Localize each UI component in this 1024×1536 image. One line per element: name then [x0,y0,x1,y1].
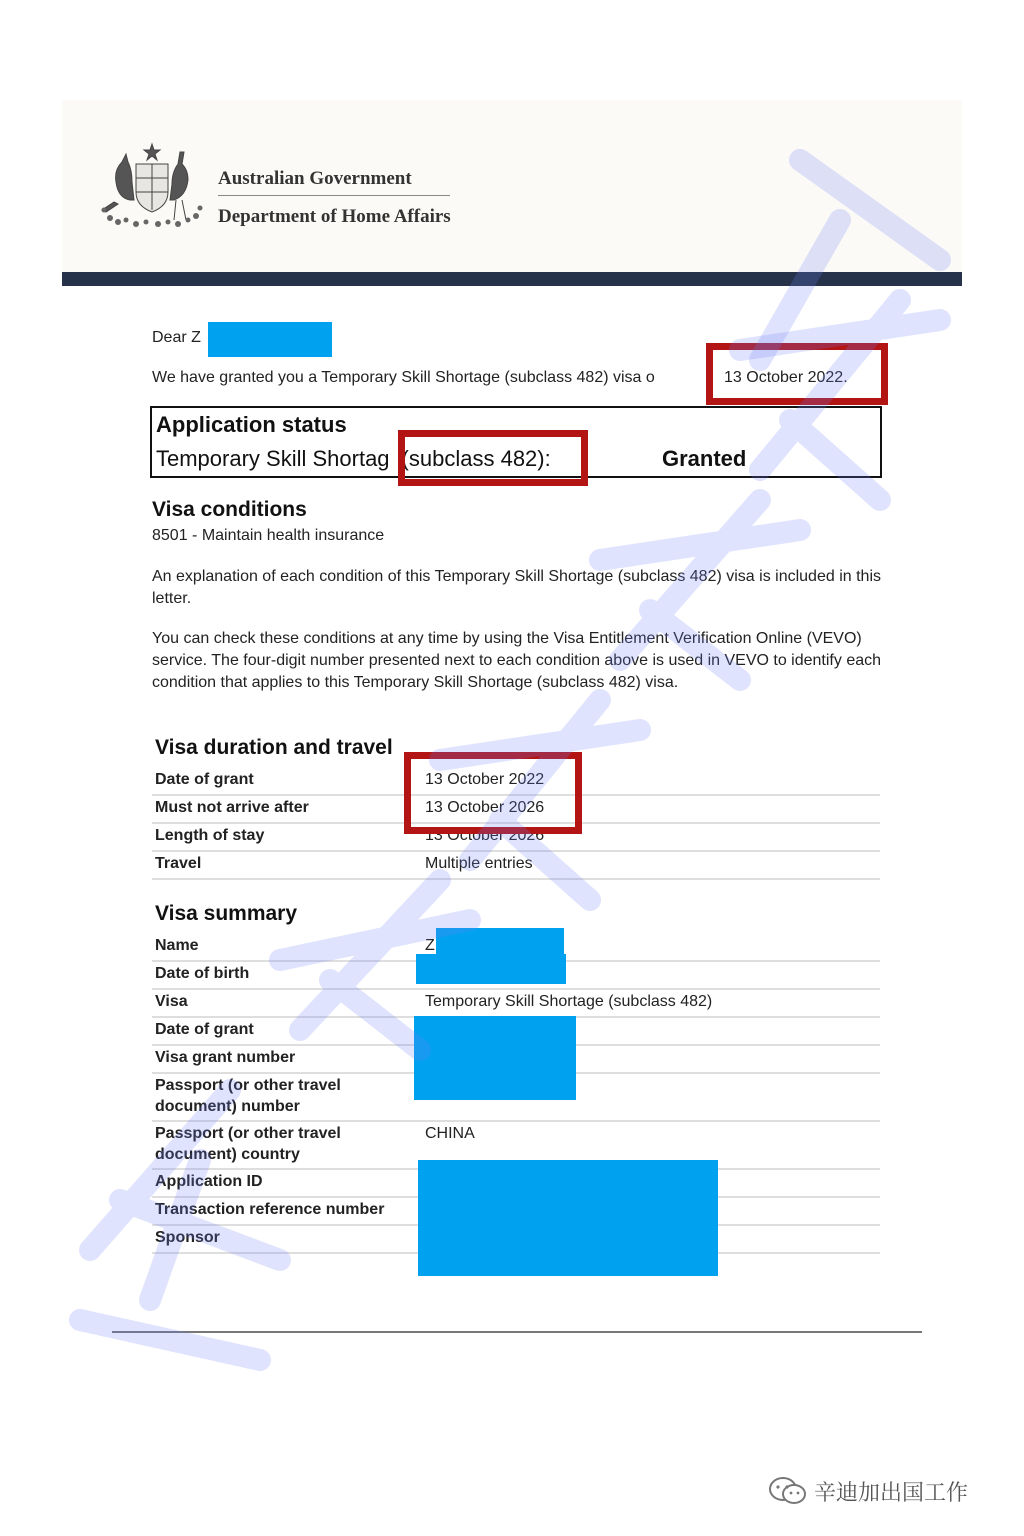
highlight-box-dates [404,752,582,834]
row-label: Date of grant [155,1021,254,1038]
highlight-box-grant-date [706,343,888,405]
row-label: Sponsor [155,1229,220,1246]
row-label: Must not arrive after [155,799,309,816]
wechat-icon [768,1476,808,1506]
row-value: 13 October 2022 [425,771,545,788]
greeting: Dear Z [152,329,201,346]
redaction-grant-passport [414,1016,576,1100]
redaction-dob [416,954,566,984]
visa-duration-heading: Visa duration and travel [155,736,393,759]
row-label: Application ID [155,1173,263,1190]
page-bottom-rule [112,1331,922,1333]
row-label: Passport (or other travel document) country [155,1125,341,1163]
row-value: Z [425,937,435,954]
visa-conditions-heading: Visa conditions [152,498,307,521]
row-value: 13 October 2026 [425,827,545,844]
row-label: Name [155,937,199,954]
row-label: Date of birth [155,965,250,982]
footer-account-name: 辛迪加出国工作 [814,1481,969,1506]
header-bar [62,272,962,286]
row-label: Passport (or other travel document) number [155,1077,341,1115]
row-value: Multiple entries [425,855,533,872]
row-label: Date of grant [155,771,254,788]
redaction-application-sponsor [418,1160,718,1276]
row-value: CHINA [425,1125,475,1142]
summary-row [152,988,880,1018]
conditions-explanation: An explanation of each condition of this Temporary Skill Shortage (subclass 482) visa is included in this letter. [152,568,881,607]
row-label: Visa [155,993,188,1010]
row-label: Length of stay [155,827,265,844]
visa-summary-heading: Visa summary [155,902,298,925]
row-label: Visa grant number [155,1049,296,1066]
vevo-paragraph: You can check these conditions at any time by using the Visa Entitlement Verification Online (VEVO) service. The four-digit number presented next to each condition above is used in VEVO to identify each condition that applies to this Temporary Skill Shortage (subclass 482) visa. [152,630,882,691]
visa-condition-item: 8501 - Maintain health insurance [152,527,385,544]
row-label: Transaction reference number [155,1201,385,1218]
gov-name: Australian Government [218,168,412,189]
duration-row [152,850,880,880]
row-value: Temporary Skill Shortage (subclass 482) [425,993,713,1010]
status-visa-name: Temporary Skill Shortag [156,446,390,471]
intro-text: We have granted you a Temporary Skill Shortage (subclass 482) visa o [152,369,655,386]
application-status-value: Granted [662,446,747,471]
row-label: Travel [155,855,202,872]
intro-date: 13 October 2022. [724,369,848,386]
highlight-box-subclass [398,430,588,486]
status-visa-subclass: (subclass 482): [401,446,551,471]
redaction-name [208,322,332,357]
letterhead-divider [218,195,450,196]
row-value: 13 October 2026 [425,799,545,816]
coat-of-arms-icon [96,140,208,230]
application-status-title: Application status [156,412,347,437]
department-name: Department of Home Affairs [218,206,451,227]
